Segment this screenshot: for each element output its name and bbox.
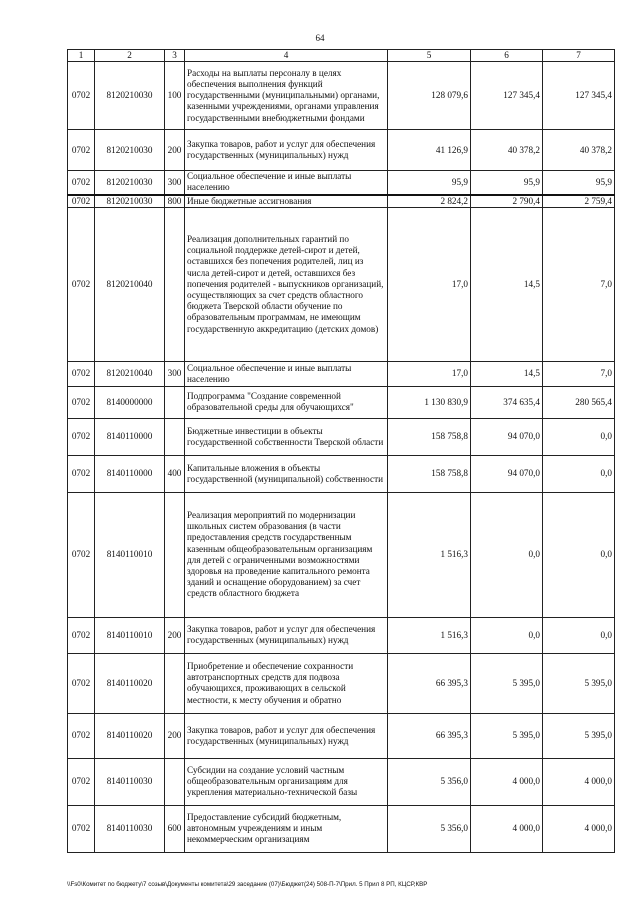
- amount-col6-cell: 94 070,0: [471, 455, 543, 492]
- table-row: [68, 62, 615, 130]
- amount-col5-cell: 128 079,6: [388, 62, 471, 130]
- amount-col7-cell: 40 378,2: [543, 130, 615, 171]
- expense-type-cell: [165, 207, 185, 361]
- table-row: [68, 386, 615, 418]
- expense-type-cell: 100: [165, 62, 185, 130]
- target-article-cell: 8140110000: [95, 455, 165, 492]
- amount-col6-cell: 127 345,4: [471, 62, 543, 130]
- amount-col7-cell: 7,0: [543, 207, 615, 361]
- amount-col7-cell: 4 000,0: [543, 758, 615, 805]
- expense-type-cell: [165, 492, 185, 617]
- section-code-cell: 0702: [68, 130, 95, 171]
- table-row: [68, 653, 615, 713]
- description-cell: Приобретение и обеспечение сохранности автотранспортных средств для подвоза обучающихся, проживающих в сельской местности, к месту обучения и обратно: [185, 653, 388, 713]
- amount-col5-cell: 1 130 830,9: [388, 386, 471, 418]
- target-article-cell: 8140110030: [95, 758, 165, 805]
- amount-col5-cell: 66 395,3: [388, 653, 471, 713]
- amount-col5-cell: 66 395,3: [388, 713, 471, 758]
- description-cell: Социальное обеспечение и иные выплаты населению: [185, 171, 388, 195]
- header-row: [68, 50, 615, 62]
- amount-col7-cell: 4 000,0: [543, 805, 615, 852]
- column-header: 7: [543, 50, 615, 62]
- table-row: [68, 617, 615, 653]
- amount-col7-cell: 95,9: [543, 171, 615, 195]
- section-code-cell: 0702: [68, 653, 95, 713]
- amount-col6-cell: 40 378,2: [471, 130, 543, 171]
- column-header: 5: [388, 50, 471, 62]
- section-code-cell: 0702: [68, 195, 95, 208]
- target-article-cell: 8120210040: [95, 207, 165, 361]
- expense-type-cell: 200: [165, 713, 185, 758]
- expense-type-cell: 200: [165, 617, 185, 653]
- table-row: [68, 758, 615, 805]
- description-cell: Бюджетные инвестиции в объекты государственной собственности Тверской области: [185, 418, 388, 455]
- table-row: [68, 207, 615, 361]
- description-cell: Подпрограмма "Создание современной образовательной среды для обучающихся": [185, 386, 388, 418]
- expense-type-cell: [165, 653, 185, 713]
- target-article-cell: 8120210030: [95, 171, 165, 195]
- expense-type-cell: [165, 418, 185, 455]
- amount-col5-cell: 2 824,2: [388, 195, 471, 208]
- amount-col7-cell: 5 395,0: [543, 653, 615, 713]
- target-article-cell: 8140110000: [95, 418, 165, 455]
- description-cell: Реализация дополнительных гарантий по социальной поддержке детей-сирот и детей, оставшихся без попечения родителей, лиц из числа детей-сирот и детей, оставшихся без попечения родителей - выпускников организаций, осуществляющих за счет средств областного бюджета Тверской области обучение по образовательным программам, не имеющим государственную аккредитацию (детских домов): [185, 207, 388, 361]
- budget-table: [67, 49, 615, 853]
- section-code-cell: 0702: [68, 805, 95, 852]
- description-cell: Предоставление субсидий бюджетным, автономным учреждениям и иным некоммерческим организациям: [185, 805, 388, 852]
- description-cell: Капитальные вложения в объекты государственной (муниципальной) собственности: [185, 455, 388, 492]
- table-row: [68, 130, 615, 171]
- section-code-cell: 0702: [68, 492, 95, 617]
- section-code-cell: 0702: [68, 758, 95, 805]
- amount-col7-cell: 0,0: [543, 617, 615, 653]
- amount-col6-cell: 374 635,4: [471, 386, 543, 418]
- target-article-cell: 8120210030: [95, 130, 165, 171]
- amount-col5-cell: 41 126,9: [388, 130, 471, 171]
- target-article-cell: 8140110020: [95, 713, 165, 758]
- expense-type-cell: [165, 758, 185, 805]
- amount-col5-cell: 17,0: [388, 361, 471, 386]
- expense-type-cell: [165, 386, 185, 418]
- expense-type-cell: 600: [165, 805, 185, 852]
- column-header: 6: [471, 50, 543, 62]
- column-header: 3: [165, 50, 185, 62]
- description-cell: Закупка товаров, работ и услуг для обеспечения государственных (муниципальных) нужд: [185, 713, 388, 758]
- amount-col5-cell: 5 356,0: [388, 805, 471, 852]
- amount-col5-cell: 5 356,0: [388, 758, 471, 805]
- amount-col6-cell: 2 790,4: [471, 195, 543, 208]
- description-cell: Субсидии на создание условий частным общеобразовательным организациям для укрепления материально-технической базы: [185, 758, 388, 805]
- section-code-cell: 0702: [68, 361, 95, 386]
- amount-col7-cell: 0,0: [543, 418, 615, 455]
- target-article-cell: 8140000000: [95, 386, 165, 418]
- amount-col6-cell: 4 000,0: [471, 805, 543, 852]
- amount-col7-cell: 0,0: [543, 455, 615, 492]
- column-header: 2: [95, 50, 165, 62]
- target-article-cell: 8140110010: [95, 617, 165, 653]
- description-cell: Социальное обеспечение и иные выплаты населению: [185, 361, 388, 386]
- amount-col5-cell: 17,0: [388, 207, 471, 361]
- amount-col6-cell: 0,0: [471, 492, 543, 617]
- table-row: [68, 455, 615, 492]
- description-cell: Расходы на выплаты персоналу в целях обеспечения выполнения функций государственными (муниципальными) органами, казенными учреждениями, органами управления государственными внебюджетными фондами: [185, 62, 388, 130]
- section-code-cell: 0702: [68, 171, 95, 195]
- amount-col5-cell: 158 758,8: [388, 418, 471, 455]
- target-article-cell: 8120210040: [95, 361, 165, 386]
- amount-col7-cell: 7,0: [543, 361, 615, 386]
- section-code-cell: 0702: [68, 713, 95, 758]
- expense-type-cell: 800: [165, 195, 185, 208]
- amount-col7-cell: 280 565,4: [543, 386, 615, 418]
- description-cell: Закупка товаров, работ и услуг для обеспечения государственных (муниципальных) нужд: [185, 617, 388, 653]
- amount-col6-cell: 14,5: [471, 207, 543, 361]
- amount-col7-cell: 2 759,4: [543, 195, 615, 208]
- section-code-cell: 0702: [68, 386, 95, 418]
- amount-col6-cell: 0,0: [471, 617, 543, 653]
- amount-col6-cell: 4 000,0: [471, 758, 543, 805]
- target-article-cell: 8140110030: [95, 805, 165, 852]
- section-code-cell: 0702: [68, 207, 95, 361]
- section-code-cell: 0702: [68, 617, 95, 653]
- amount-col5-cell: 1 516,3: [388, 492, 471, 617]
- amount-col5-cell: 1 516,3: [388, 617, 471, 653]
- target-article-cell: 8140110020: [95, 653, 165, 713]
- amount-col6-cell: 14,5: [471, 361, 543, 386]
- table-row: [68, 805, 615, 852]
- description-cell: Реализация мероприятий по модернизации школьных систем образования (в части предоставления средств государственным казенным общеобразовательным организациям для детей с ограниченными возможностями здоровья на проведение капитального ремонта зданий и оснащение оборудованием) за счет средств областного бюджета: [185, 492, 388, 617]
- target-article-cell: 8120210030: [95, 195, 165, 208]
- table-row: [68, 171, 615, 195]
- amount-col6-cell: 5 395,0: [471, 653, 543, 713]
- amount-col5-cell: 95,9: [388, 171, 471, 195]
- table-row: [68, 418, 615, 455]
- description-cell: Иные бюджетные ассигнования: [185, 195, 388, 208]
- target-article-cell: 8120210030: [95, 62, 165, 130]
- expense-type-cell: 400: [165, 455, 185, 492]
- section-code-cell: 0702: [68, 62, 95, 130]
- file-path-footer: \\Fs0\Комитет по бюджету\7 созыв\Документы комитета\29 заседание (07)\Бюджет(24) 508-П-7\Прил. 5 Прил 8 РП, КЦСР,КВР: [67, 881, 428, 888]
- section-code-cell: 0702: [68, 418, 95, 455]
- amount-col7-cell: 0,0: [543, 492, 615, 617]
- expense-type-cell: 300: [165, 361, 185, 386]
- amount-col6-cell: 5 395,0: [471, 713, 543, 758]
- page-number: 64: [315, 33, 325, 43]
- amount-col6-cell: 94 070,0: [471, 418, 543, 455]
- column-header: 4: [185, 50, 388, 62]
- table-row: [68, 713, 615, 758]
- expense-type-cell: 200: [165, 130, 185, 171]
- amount-col7-cell: 127 345,4: [543, 62, 615, 130]
- section-code-cell: 0702: [68, 455, 95, 492]
- target-article-cell: 8140110010: [95, 492, 165, 617]
- expense-type-cell: 300: [165, 171, 185, 195]
- column-header: 1: [68, 50, 95, 62]
- description-cell: Закупка товаров, работ и услуг для обеспечения государственных (муниципальных) нужд: [185, 130, 388, 171]
- table-row: [68, 492, 615, 617]
- table-row: [68, 195, 615, 208]
- amount-col6-cell: 95,9: [471, 171, 543, 195]
- amount-col5-cell: 158 758,8: [388, 455, 471, 492]
- amount-col7-cell: 5 395,0: [543, 713, 615, 758]
- table-row: [68, 361, 615, 386]
